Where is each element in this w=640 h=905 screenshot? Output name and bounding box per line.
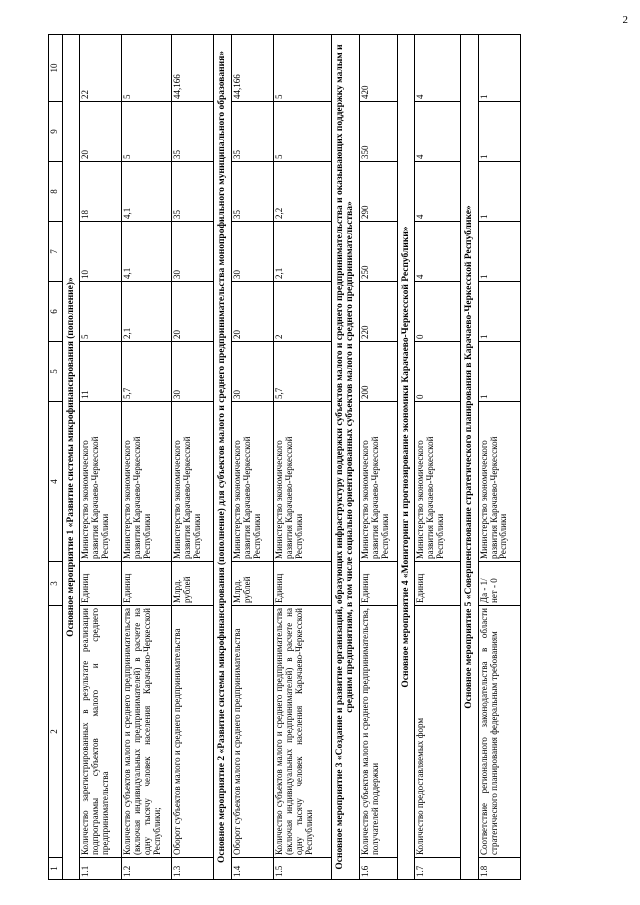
indicator-name-cell: Количество субъектов малого и среднего предпринимательства, получателей поддержки <box>359 606 397 858</box>
indicator-name-cell: Количество зарегистрированных в результате реализации подпрограммы субъектов малого и среднего предпринимательства <box>80 606 122 858</box>
row-number-cell: 1.7 <box>415 858 461 880</box>
executor-cell: Министерство экономического развития Карачаево-Черкесской Республики <box>415 402 461 562</box>
indicator-name-cell: Оборот субъектов малого и среднего предпринимательства <box>172 606 214 858</box>
section-title: Основное мероприятие 4 «Мониторинг и прогнозирование экономики Карачаево-Черкесской Республики» <box>397 35 414 880</box>
section-header-row <box>331 35 359 880</box>
table-row <box>231 35 273 880</box>
row-number-cell: 1.6 <box>359 858 397 880</box>
value-cell: 1 <box>478 222 520 282</box>
value-cell: 4,1 <box>122 222 172 282</box>
column-number: 6 <box>49 282 63 342</box>
row-number-cell: 1.5 <box>273 858 331 880</box>
value-cell: 5 <box>80 282 122 342</box>
indicator-name-cell: Количество субъектов малого и среднего предпринимательства (включая индивидуальных предпринимателей) в расчете на одну тысячу человек населения Карачаево-Черкесской Республики; <box>122 606 172 858</box>
executor-cell: Министерство экономического развития Карачаево-Черкесской Республики <box>273 402 331 562</box>
value-cell: 2,1 <box>273 222 331 282</box>
table-row <box>359 35 397 880</box>
value-cell: 4 <box>415 222 461 282</box>
executor-cell: Министерство экономического развития Карачаево-Черкесской Республики <box>478 402 520 562</box>
column-number-row <box>49 35 63 880</box>
row-number-cell: 1.1 <box>80 858 122 880</box>
indicator-name-cell: Количество предоставляемых форм <box>415 606 461 858</box>
unit-cell: Единиц <box>273 562 331 606</box>
value-cell: 18 <box>80 162 122 222</box>
value-cell: 0 <box>415 342 461 402</box>
unit-cell: Единиц <box>80 562 122 606</box>
value-cell: 5,7 <box>273 342 331 402</box>
value-cell: 35 <box>231 162 273 222</box>
row-number-cell: 1.8 <box>478 858 520 880</box>
value-cell: 35 <box>172 162 214 222</box>
value-cell: 1 <box>478 102 520 162</box>
column-number: 10 <box>49 35 63 102</box>
section-header-row <box>214 35 231 880</box>
rotated-page <box>48 35 596 880</box>
value-cell: 2,1 <box>122 282 172 342</box>
value-cell: 1 <box>478 35 520 102</box>
executor-cell: Министерство экономического развития Карачаево-Черкесской Республики <box>231 402 273 562</box>
value-cell: 350 <box>359 102 397 162</box>
value-cell: 35 <box>172 102 214 162</box>
indicator-name-cell: Оборот субъектов малого и среднего предпринимательства <box>231 606 273 858</box>
value-cell: 200 <box>359 342 397 402</box>
value-cell: 30 <box>172 222 214 282</box>
unit-cell: Млрд. рублей <box>172 562 214 606</box>
column-number: 9 <box>49 102 63 162</box>
section-title: Основное мероприятие 1 «Развитие системы микрофинансирования (пополнение)» <box>63 35 80 880</box>
row-number-cell: 1.4 <box>231 858 273 880</box>
value-cell: 20 <box>80 102 122 162</box>
executor-cell: Министерство экономического развития Карачаево-Черкесской Республики <box>359 402 397 562</box>
unit-cell: Млрд. рублей <box>231 562 273 606</box>
value-cell: 20 <box>231 282 273 342</box>
value-cell: 35 <box>231 102 273 162</box>
indicator-name-cell: Количество субъектов малого и среднего предпринимательства (включая индивидуальных предпринимателей) в расчете на одну тысячу человек населения Карачаево-Черкесской Республики <box>273 606 331 858</box>
table-row <box>415 35 461 880</box>
column-number: 3 <box>49 562 63 606</box>
table-row <box>172 35 214 880</box>
unit-cell: Единиц <box>359 562 397 606</box>
value-cell: 5,7 <box>122 342 172 402</box>
row-number-cell: 1.2 <box>122 858 172 880</box>
unit-cell: Единиц <box>415 562 461 606</box>
executor-cell: Министерство экономического развития Карачаево-Черкесской Республики <box>122 402 172 562</box>
value-cell: 4,1 <box>122 162 172 222</box>
section-title: Основное мероприятие 3 «Создание и развитие организаций, образующих инфраструктуру поддержки субъектов малого и среднего предпринимательства и оказывающих поддержку малым и средним предприятиям, в том числе социально ориентированных субъектов малого и среднего предпринимательства» <box>331 35 359 880</box>
table-row <box>273 35 331 880</box>
value-cell: 220 <box>359 282 397 342</box>
column-number: 5 <box>49 342 63 402</box>
value-cell: 30 <box>231 222 273 282</box>
value-cell: 1 <box>478 342 520 402</box>
section-header-row <box>397 35 414 880</box>
unit-cell: Единиц <box>122 562 172 606</box>
row-number-cell: 1.3 <box>172 858 214 880</box>
value-cell: 1 <box>478 162 520 222</box>
column-number: 7 <box>49 222 63 282</box>
value-cell: 5 <box>122 102 172 162</box>
column-number: 4 <box>49 402 63 562</box>
section-title: Основное мероприятие 2 «Развитие системы микрофинансирования (пополнение) для субъектов малого и среднего предпринимательства монопрофильного муниципального образования» <box>214 35 231 880</box>
table-row <box>478 35 520 880</box>
value-cell: 44,166 <box>231 35 273 102</box>
section-title: Основное мероприятие 5 «Совершенствование стратегического планирования в Карачаево-Черкесской Республике» <box>461 35 478 880</box>
value-cell: 11 <box>80 342 122 402</box>
section-header-row <box>461 35 478 880</box>
value-cell: 290 <box>359 162 397 222</box>
value-cell: 5 <box>273 102 331 162</box>
value-cell: 250 <box>359 222 397 282</box>
value-cell: 0 <box>415 282 461 342</box>
value-cell: 420 <box>359 35 397 102</box>
table-row <box>80 35 122 880</box>
value-cell: 30 <box>231 342 273 402</box>
executor-cell: Министерство экономического развития Карачаево-Черкесской Республики <box>80 402 122 562</box>
indicator-name-cell: Соответствие регионального законодательства в области стратегического планирования федеральным требованиям <box>478 606 520 858</box>
value-cell: 20 <box>172 282 214 342</box>
column-number: 1 <box>49 858 63 880</box>
page-number: 2 <box>622 14 628 26</box>
value-cell: 4 <box>415 102 461 162</box>
column-number: 2 <box>49 606 63 858</box>
value-cell: 5 <box>122 35 172 102</box>
executor-cell: Министерство экономического развития Карачаево-Черкесской Республики <box>172 402 214 562</box>
table-body <box>63 35 521 880</box>
value-cell: 1 <box>478 282 520 342</box>
value-cell: 2 <box>273 282 331 342</box>
indicators-table <box>48 34 521 880</box>
value-cell: 10 <box>80 222 122 282</box>
value-cell: 4 <box>415 35 461 102</box>
value-cell: 30 <box>172 342 214 402</box>
value-cell: 44,166 <box>172 35 214 102</box>
value-cell: 22 <box>80 35 122 102</box>
column-number: 8 <box>49 162 63 222</box>
table-row <box>122 35 172 880</box>
value-cell: 5 <box>273 35 331 102</box>
unit-cell: Да - 1/ нет - 0 <box>478 562 520 606</box>
value-cell: 4 <box>415 162 461 222</box>
section-header-row <box>63 35 80 880</box>
value-cell: 2,2 <box>273 162 331 222</box>
